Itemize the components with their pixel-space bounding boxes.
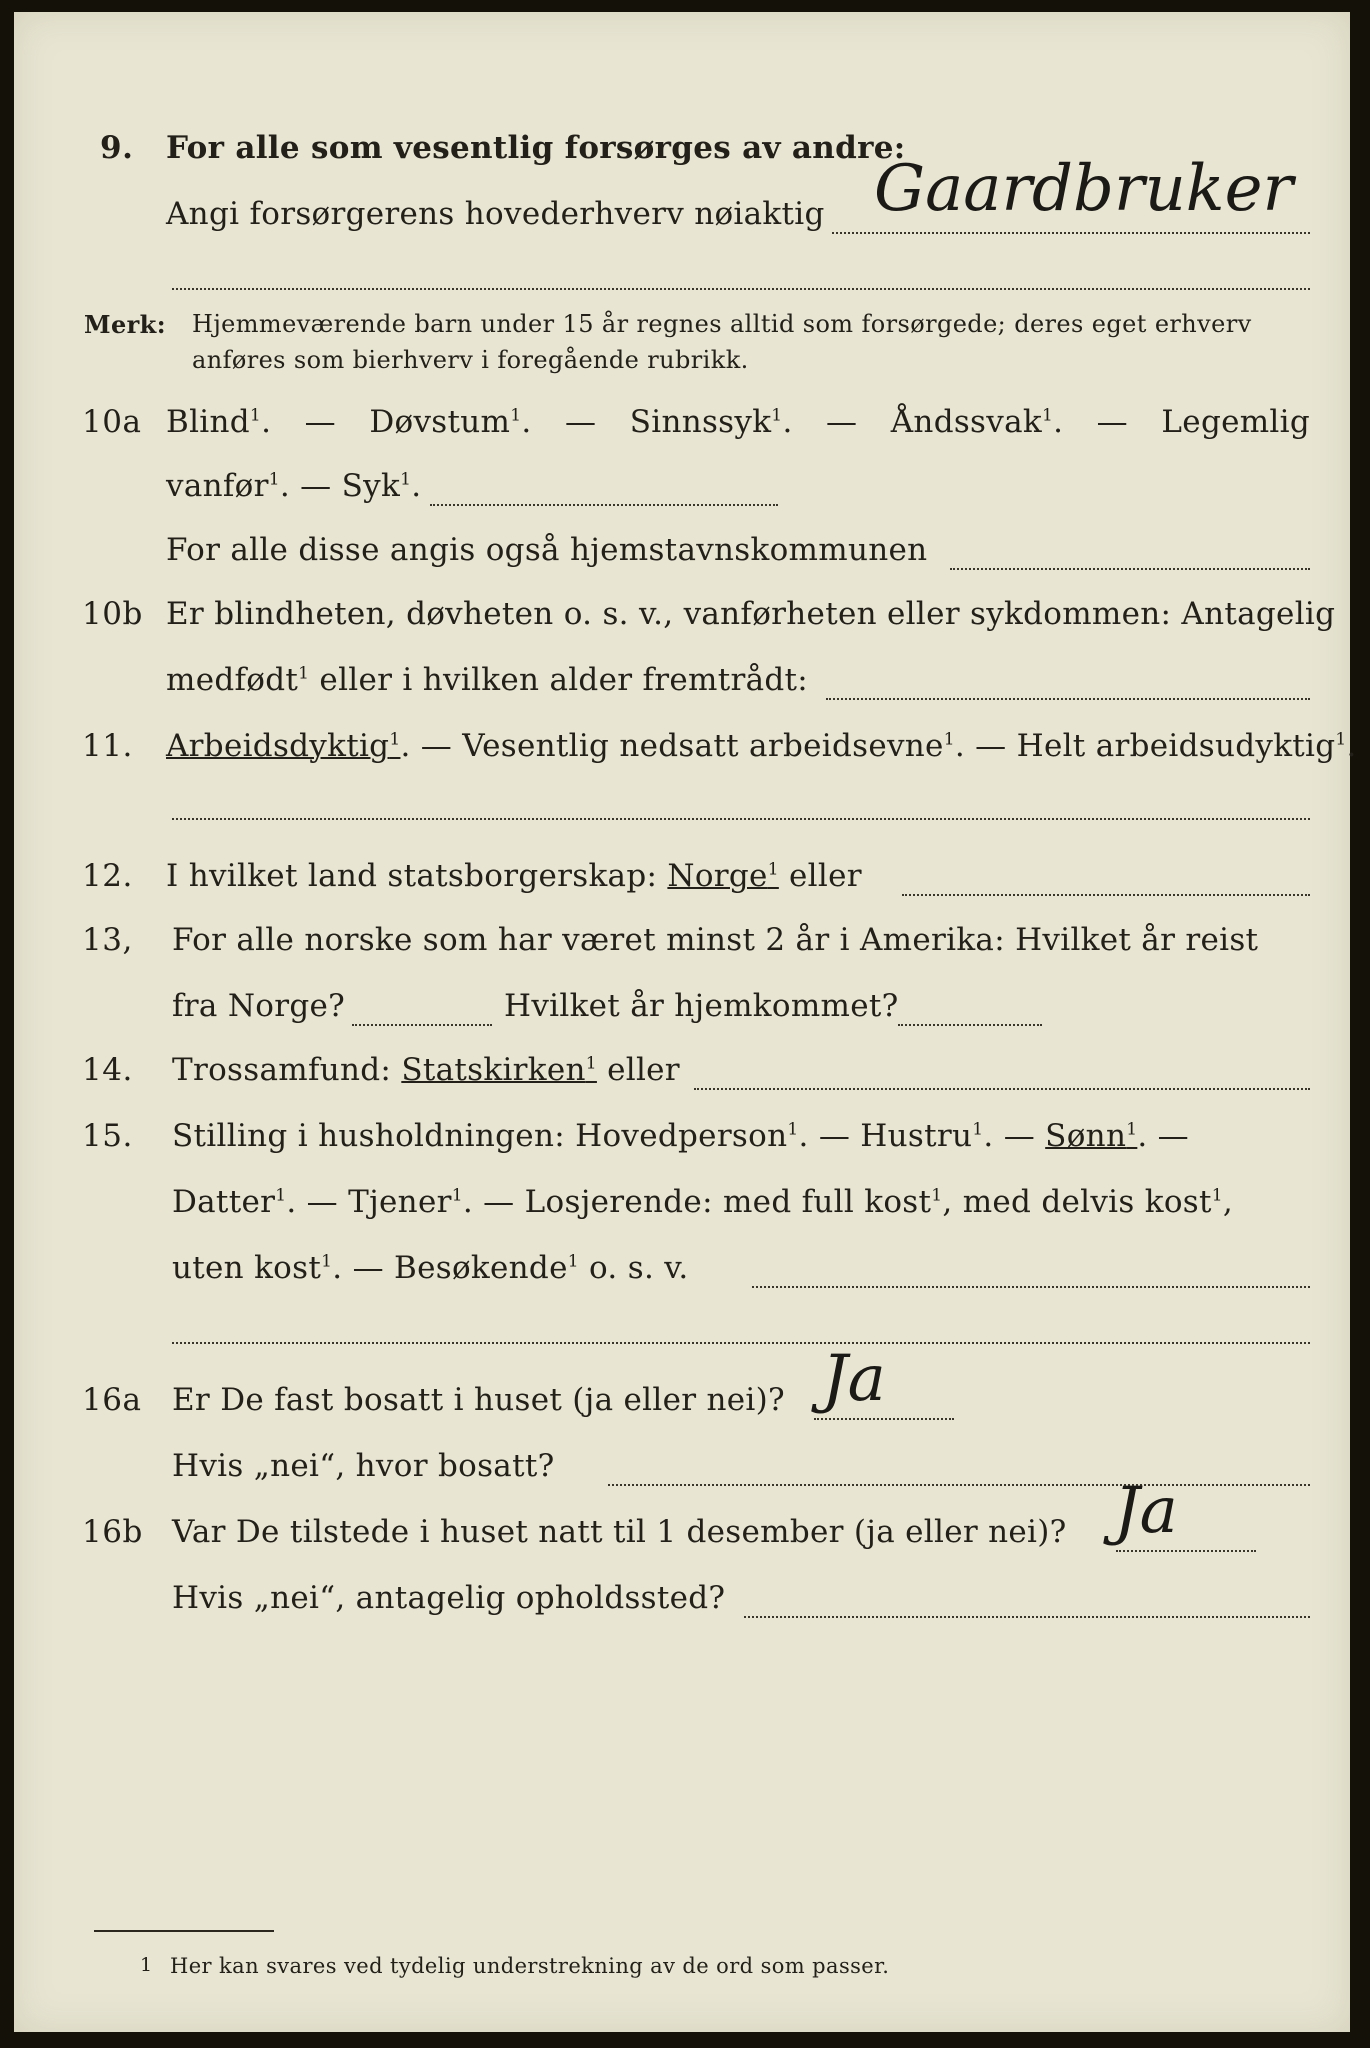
q11-extra-line[interactable] (172, 818, 1310, 820)
q11-line (14, 728, 1357, 778)
q14-line (14, 1052, 1350, 1102)
footnote-mark: 1 (140, 1954, 153, 1976)
q14-number: 14. (82, 1052, 133, 1088)
q16b-text-line1: Var De tilstede i huset natt til 1 desember (ja eller nei)? (172, 1514, 1067, 1550)
q15-line2 (14, 1184, 1350, 1234)
q10a-opt-blind[interactable]: Blind$^1$. (166, 404, 272, 440)
q10a-options (166, 404, 1310, 440)
q10b-text-line2: medfødt$^1$ eller i hvilken alder fremtrådt: (166, 662, 809, 698)
footnote (14, 1954, 1350, 2004)
q10b-number: 10b (82, 596, 143, 632)
q14-text: Trossamfund: Statskirken$^1$ eller (172, 1052, 680, 1088)
q10a-line1 (14, 404, 1350, 454)
census-form-page (14, 12, 1357, 2032)
q10a-dash: — (826, 404, 858, 440)
q10a-opt-legemlig[interactable]: Legemlig (1161, 404, 1310, 440)
q16a-bosatt-line[interactable] (608, 1484, 1310, 1486)
q10b-answer-line[interactable] (826, 698, 1310, 700)
q13-reist-line[interactable] (352, 1024, 492, 1026)
q15-opt-delvis-kost[interactable]: med delvis kost$^1$ (962, 1184, 1223, 1220)
q10a-number: 10a (82, 404, 142, 440)
q12-line (14, 858, 1350, 908)
q15-opt-hustru[interactable]: Hustru$^1$ (860, 1118, 984, 1154)
q10a-dash: — (564, 404, 597, 440)
q16b-line1 (14, 1474, 1350, 1564)
q9-text-line2: Angi forsørgerens hovederhverv nøiaktig (166, 196, 825, 232)
q10a-opt-andssvak[interactable]: Åndssvak$^1$. (890, 404, 1064, 440)
q15-answer-line[interactable] (752, 1286, 1310, 1288)
q9-number: 9. (100, 130, 134, 166)
q12-answer-line[interactable] (902, 894, 1310, 896)
q10b-line1 (14, 596, 1350, 646)
q16b-line2 (14, 1580, 1350, 1630)
q13-text-line2b: Hvilket år hjemkommet? (504, 988, 899, 1024)
q16b-opholdssted-line[interactable] (744, 1616, 1310, 1618)
q15-number: 15. (82, 1118, 133, 1154)
q16a-handwritten-answer: Ja (822, 1342, 886, 1416)
merk-text-line1: Hjemmeværende barn under 15 år regnes alltid som forsørgede; deres eget erhverv (192, 310, 1252, 338)
q10a-dash: — (304, 404, 336, 440)
q10b-opt-medfodt[interactable]: medfødt$^1$ (166, 662, 310, 698)
q15-opt-uten-kost[interactable]: uten kost$^1$ (172, 1250, 333, 1286)
q12-opt-norge[interactable]: Norge$^1$ (667, 858, 779, 894)
q14-opt-statskirken[interactable]: Statskirken$^1$ (401, 1052, 597, 1088)
q16a-text-line1: Er De fast bosatt i huset (ja eller nei)? (172, 1382, 785, 1418)
q10a-opt-syk[interactable]: Syk$^1$. (341, 468, 422, 504)
q10a-opt-dovstum[interactable]: Døvstum$^1$. (369, 404, 532, 440)
q11-opt-udyktig[interactable]: Helt arbeidsudyktig$^1$ (1016, 728, 1347, 764)
q13-line1 (14, 922, 1350, 972)
q13-number: 13, (82, 922, 133, 958)
q15-opt-full-kost[interactable]: med full kost$^1$ (722, 1184, 943, 1220)
merk-text-line2: anføres som bierhverv i foregående rubrikk. (192, 346, 749, 374)
q11-opt-nedsatt[interactable]: Vesentlig nedsatt arbeidsevne$^1$ (462, 728, 955, 764)
q9-extra-line[interactable] (172, 288, 1310, 290)
q13-text-line2a: fra Norge? (172, 988, 346, 1024)
q10b-text-line1: Er blindheten, døvheten o. s. v., vanførheten eller sykdommen: Antagelig (166, 596, 1336, 632)
q10a-syk-line[interactable] (430, 504, 778, 506)
q10a-line2-text: vanfør$^1$. — Syk$^1$. (166, 468, 422, 504)
q15-text-line1: Stilling i husholdningen: Hovedperson$^1$. — Hustru$^1$. — Sønn$^1$. — (172, 1118, 1189, 1154)
q15-opt-tjener[interactable]: Tjener$^1$ (348, 1184, 463, 1220)
q10a-opt-sinnssyk[interactable]: Sinnssyk$^1$. (629, 404, 793, 440)
q15-text-line3: uten kost$^1$. — Besøkende$^1$ o. s. v. (172, 1250, 689, 1286)
q15-opt-sonn[interactable]: Sønn$^1$ (1045, 1118, 1138, 1154)
q13-line2 (14, 988, 1350, 1038)
q15-opt-datter[interactable]: Datter$^1$ (172, 1184, 287, 1220)
footnote-text: Her kan svares ved tydelig understrekning av de ord som passer. (170, 1954, 890, 1978)
q16a-answer-line[interactable] (814, 1418, 954, 1420)
q9-answer-line[interactable] (832, 232, 1310, 234)
q10a-line3 (14, 532, 1350, 582)
q16b-handwritten-answer: Ja (1114, 1474, 1178, 1548)
q15-extra-line[interactable] (172, 1342, 1310, 1344)
q16a-number: 16a (82, 1382, 142, 1418)
q16a-text-line2: Hvis „nei“, hvor bosatt? (172, 1448, 555, 1484)
q12-text: I hvilket land statsborgerskap: Norge$^1$ eller (166, 858, 862, 894)
q11-text: Arbeidsdyktig$^1$. — Vesentlig nedsatt arbeidsevne$^1$. — Helt arbeidsudyktig$^1$. (166, 728, 1357, 764)
q13-hjemkommet-line[interactable] (898, 1024, 1042, 1026)
q13-text-line1: For alle norske som har været minst 2 år i Amerika: Hvilket år reist (172, 922, 1259, 958)
merk-line2 (14, 346, 1350, 396)
q15-line3 (14, 1250, 1350, 1300)
q15-opt-hovedperson[interactable]: Hovedperson$^1$ (575, 1118, 799, 1154)
q9-text-line1: For alle som vesentlig forsørges av andre: (166, 130, 906, 166)
q9-line2 (14, 152, 1350, 246)
q9-handwritten-answer: Gaardbruker (874, 152, 1294, 226)
q10b-line2 (14, 662, 1350, 712)
q10a-line3-text: For alle disse angis også hjemstavnskommunen (166, 532, 928, 568)
q16b-text-line2: Hvis „nei“, antagelig opholdssted? (172, 1580, 726, 1616)
q16a-line1 (14, 1342, 1350, 1432)
q12-number: 12. (82, 858, 133, 894)
q10a-opt-vanfor[interactable]: vanfør$^1$. (166, 468, 291, 504)
q10a-line2 (14, 468, 1350, 518)
q16b-answer-line[interactable] (1116, 1550, 1256, 1552)
q11-number: 11. (82, 728, 133, 764)
q16b-number: 16b (82, 1514, 143, 1550)
q15-line1 (14, 1118, 1350, 1168)
q14-answer-line[interactable] (694, 1088, 1310, 1090)
q15-text-line2: Datter$^1$. — Tjener$^1$. — Losjerende: med full kost$^1$, med delvis kost$^1$, (172, 1184, 1234, 1220)
q15-opt-besokende[interactable]: Besøkende$^1$ (394, 1250, 579, 1286)
q11-opt-arbeidsdyktig[interactable]: Arbeidsdyktig$^1$ (166, 728, 401, 764)
footnote-rule (94, 1930, 274, 1932)
q10a-hjemstavn-line[interactable] (950, 568, 1310, 570)
merk-label: Merk: (84, 310, 166, 339)
q10a-dash: — (1096, 404, 1128, 440)
